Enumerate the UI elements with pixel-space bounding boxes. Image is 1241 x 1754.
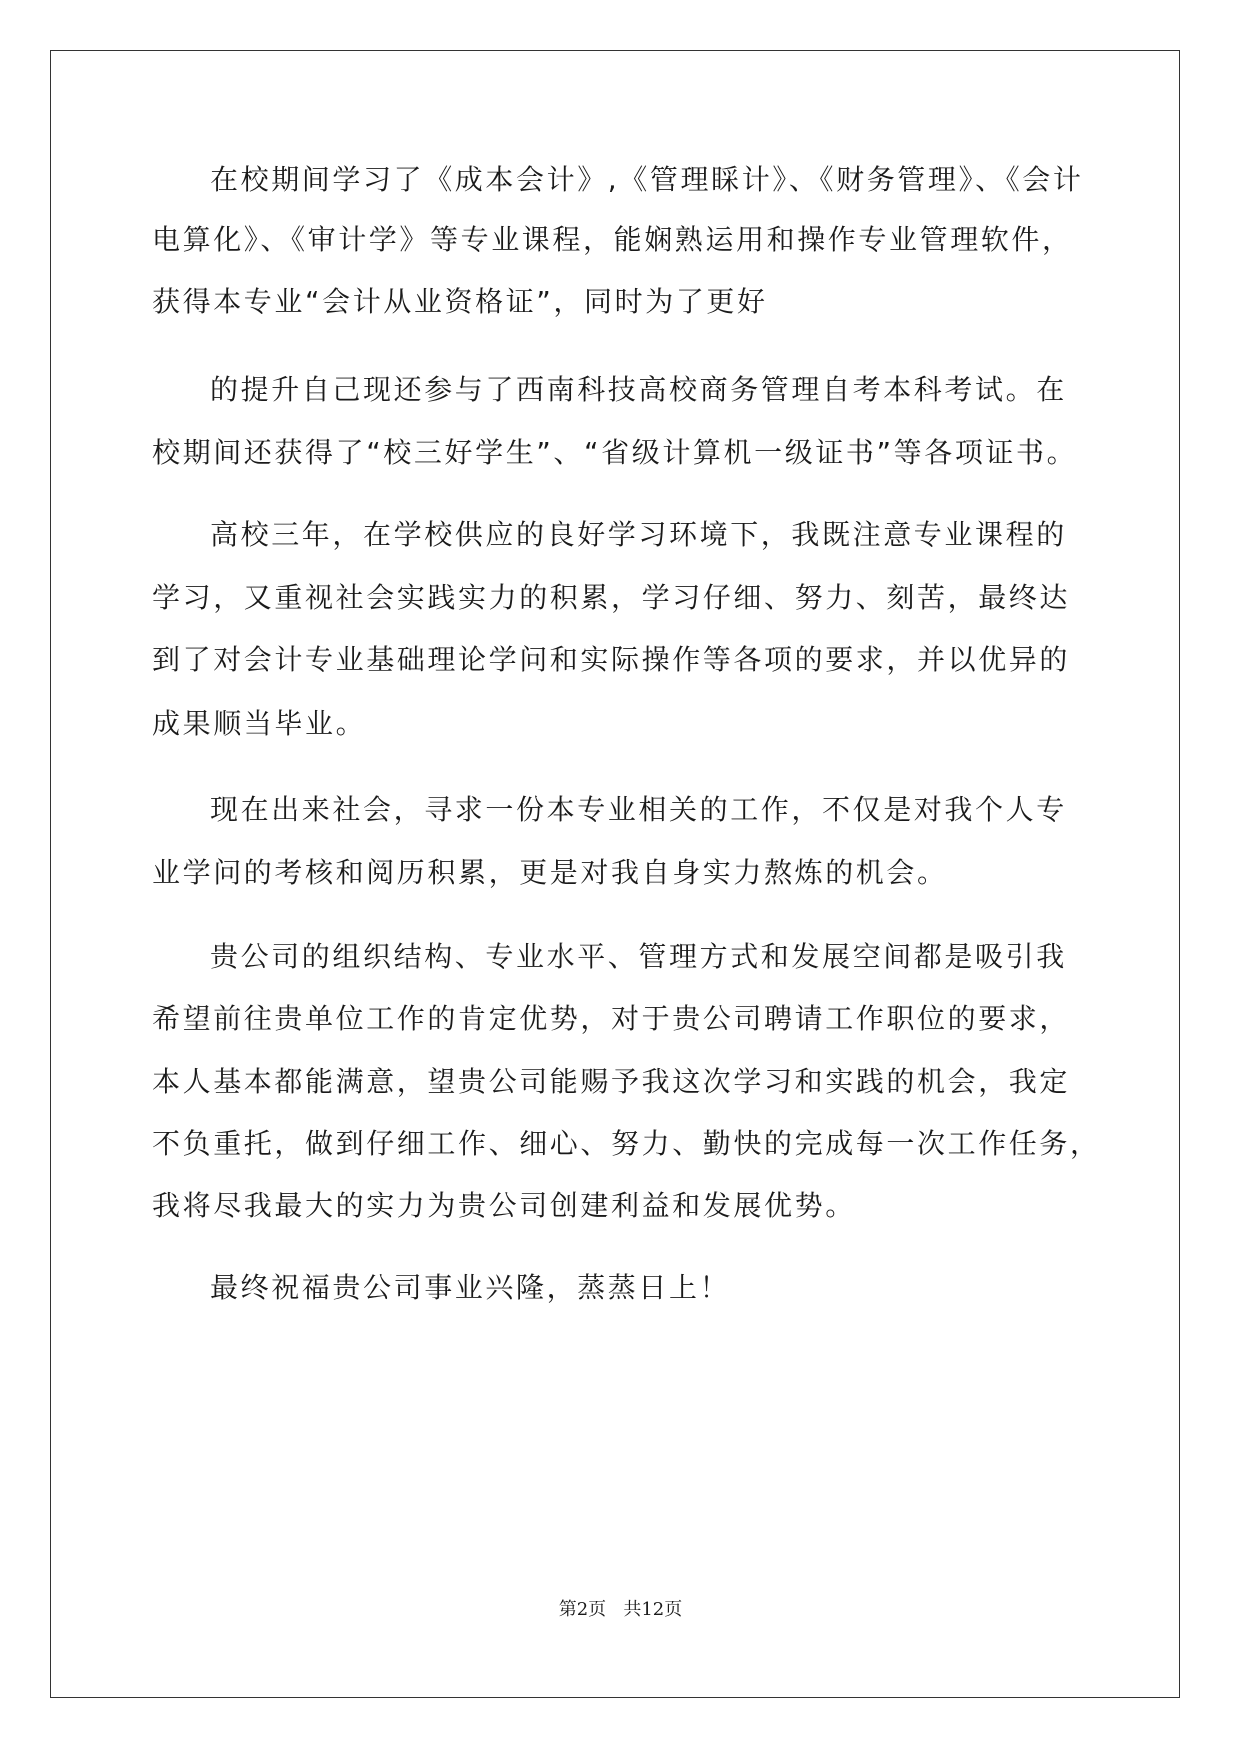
text-line: 获得本专业“会计从业资格证”，同时为了更好 — [152, 285, 768, 318]
text-line: 的提升自己现还参与了西南科技高校商务管理自考本科考试。在 — [210, 373, 1067, 406]
text-line: 业学问的考核和阅历积累，更是对我自身实力熬炼的机会。 — [152, 856, 948, 889]
text-line: 成果顺当毕业。 — [152, 707, 367, 740]
text-line: 本人基本都能满意，望贵公司能赐予我这次学习和实践的机会，我定 — [152, 1065, 1071, 1098]
text-line: 校期间还获得了“校三好学生”、“省级计算机一级证书”等各项证书。 — [152, 436, 1078, 469]
text-line: 到了对会计专业基础理论学问和实际操作等各项的要求，并以优异的 — [152, 643, 1071, 676]
text-line: 最终祝福贵公司事业兴隆，蒸蒸日上！ — [210, 1271, 731, 1304]
text-line: 我将尽我最大的实力为贵公司创建利益和发展优势。 — [152, 1189, 856, 1222]
text-line: 在校期间学习了《成本会计》,《管理睬计》、《财务管理》、《会计 — [210, 163, 1084, 196]
text-line: 贵公司的组织结构、专业水平、管理方式和发展空间都是吸引我 — [210, 940, 1067, 973]
page-number-footer: 第2页 共12页 — [558, 1599, 683, 1620]
text-line: 电算化》、《审计学》等专业课程，能娴熟运用和操作专业管理软件， — [152, 223, 1073, 256]
text-line: 希望前往贵单位工作的肯定优势，对于贵公司聘请工作职位的要求， — [152, 1002, 1071, 1035]
text-line: 高校三年，在学校供应的良好学习环境下，我既注意专业课程的 — [210, 518, 1067, 551]
text-line: 学习，又重视社会实践实力的积累，学习仔细、努力、刻苦，最终达 — [152, 581, 1071, 614]
text-line: 不负重托，做到仔细工作、细心、努力、勤快的完成每一次工作任务， — [152, 1127, 1101, 1160]
text-line: 现在出来社会，寻求一份本专业相关的工作，不仅是对我个人专 — [210, 793, 1067, 826]
